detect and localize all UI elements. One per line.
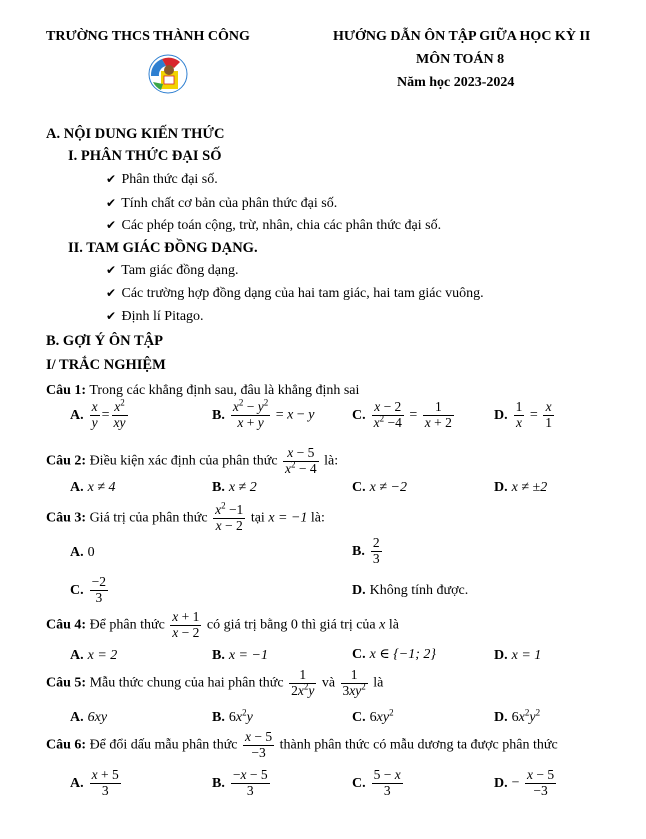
q3-option-b: B. $\frac{2}{3}$ <box>352 535 380 566</box>
q3-option-c: C. $\frac{-2}{3}$ <box>70 574 106 605</box>
part-2-item: ✔ Tam giác đồng dạng. <box>106 263 239 278</box>
question-4: Câu 4: Để phân thức $\frac{x + 1}{x - 2}$ có giá trị bằng 0 thì giá trị của x là <box>46 609 399 640</box>
school-year: Năm học 2023-2024 <box>397 75 515 90</box>
part-2-item: ✔ Định lí Pitago. <box>106 309 204 324</box>
school-name: TRƯỜNG THCS THÀNH CÔNG <box>46 29 250 44</box>
question-3: Câu 3: Giá trị của phân thức $\frac{x^2 -1}{x - 2}$ tại x = −1 là: <box>46 500 325 533</box>
q5-option-d: D. $6x^2y^2$ <box>494 707 541 725</box>
q5-option-a: A. 6xy <box>70 710 108 725</box>
part-1-item: ✔ Tính chất cơ bản của phân thức đại số. <box>106 196 338 211</box>
question-5: Câu 5: Mẫu thức chung của hai phân thức $\frac{1}{2x^2y}$ và $\frac{1}{3xy^2}$ là <box>46 667 384 698</box>
check-icon: ✔ <box>106 196 117 210</box>
q4-option-c: C. x ∈ {−1; 2} <box>352 647 437 662</box>
question-2: Câu 2: Điều kiện xác định của phân thức $\frac{x - 5}{x^2 - 4}$ là: <box>46 445 339 476</box>
q6-option-d: D. − $\frac{x - 5}{-3}$ <box>494 767 555 798</box>
check-icon: ✔ <box>106 309 117 323</box>
q1-option-a: A. $\frac{x}{y}$ = $\frac{x^2}{xy}$ <box>70 397 126 430</box>
q3-option-d: D. Không tính được. <box>352 583 469 598</box>
check-icon: ✔ <box>106 172 117 186</box>
q4-option-b: B. x = −1 <box>212 648 268 663</box>
question-6: Câu 6: Để đổi dấu mẫu phân thức $\frac{x - 5}{-3}$ thành phân thức có mẫu dương ta được phân thức <box>46 729 558 760</box>
q5-option-c: C. $6xy^2$ <box>352 707 394 725</box>
part-1-item: ✔ Phân thức đại số. <box>106 172 218 187</box>
q6-option-c: C. $\frac{5 - x}{3}$ <box>352 767 401 798</box>
q6-option-a: A. $\frac{x + 5}{3}$ <box>70 767 119 798</box>
q3-option-a: A. 0 <box>70 545 95 560</box>
q1-option-c: C. $\frac{x - 2}{x^2 -4}$ = $\frac{1}{x + 2}$ <box>352 399 452 430</box>
q6-option-b: B. $\frac{-x - 5}{3}$ <box>212 767 268 798</box>
q4-option-d: D. x = 1 <box>494 648 542 663</box>
multiple-choice-title: I/ TRẮC NGHIỆM <box>46 357 166 373</box>
check-icon: ✔ <box>106 263 117 277</box>
doc-title: HƯỚNG DẪN ÔN TẬP GIỮA HỌC KỲ II <box>333 29 591 44</box>
subject-title: MÔN TOÁN 8 <box>416 52 505 67</box>
section-b-title: B. GỢI Ý ÔN TẬP <box>46 333 163 349</box>
school-logo <box>148 54 188 94</box>
part-2-item: ✔ Các trường hợp đồng dạng của hai tam giác, hai tam giác vuông. <box>106 286 484 301</box>
check-icon: ✔ <box>106 218 117 232</box>
q2-option-d: D. x ≠ ±2 <box>494 480 548 495</box>
part-1-item: ✔ Các phép toán cộng, trừ, nhân, chia các phân thức đại số. <box>106 218 442 233</box>
section-a-title: A. NỘI DUNG KIẾN THỨC <box>46 126 225 142</box>
q2-option-b: B. x ≠ 2 <box>212 480 257 495</box>
question-1: Câu 1: Trong các khẳng định sau, đâu là khẳng định sai <box>46 383 360 398</box>
q2-option-a: A. x ≠ 4 <box>70 480 116 495</box>
q5-option-b: B. $6x^2y$ <box>212 707 253 725</box>
q2-option-c: C. x ≠ −2 <box>352 480 407 495</box>
check-icon: ✔ <box>106 286 117 300</box>
q1-option-d: D. $\frac{1}{x}$ = $\frac{x}{1}$ <box>494 399 553 430</box>
q4-option-a: A. x = 2 <box>70 648 118 663</box>
part-2-title: II. TAM GIÁC ĐỒNG DẠNG. <box>68 240 258 256</box>
q1-option-b: B. $\frac{x^2 - y^2}{x + y}$ = x − y <box>212 397 315 430</box>
part-1-title: I. PHÂN THỨC ĐẠI SỐ <box>68 148 222 164</box>
